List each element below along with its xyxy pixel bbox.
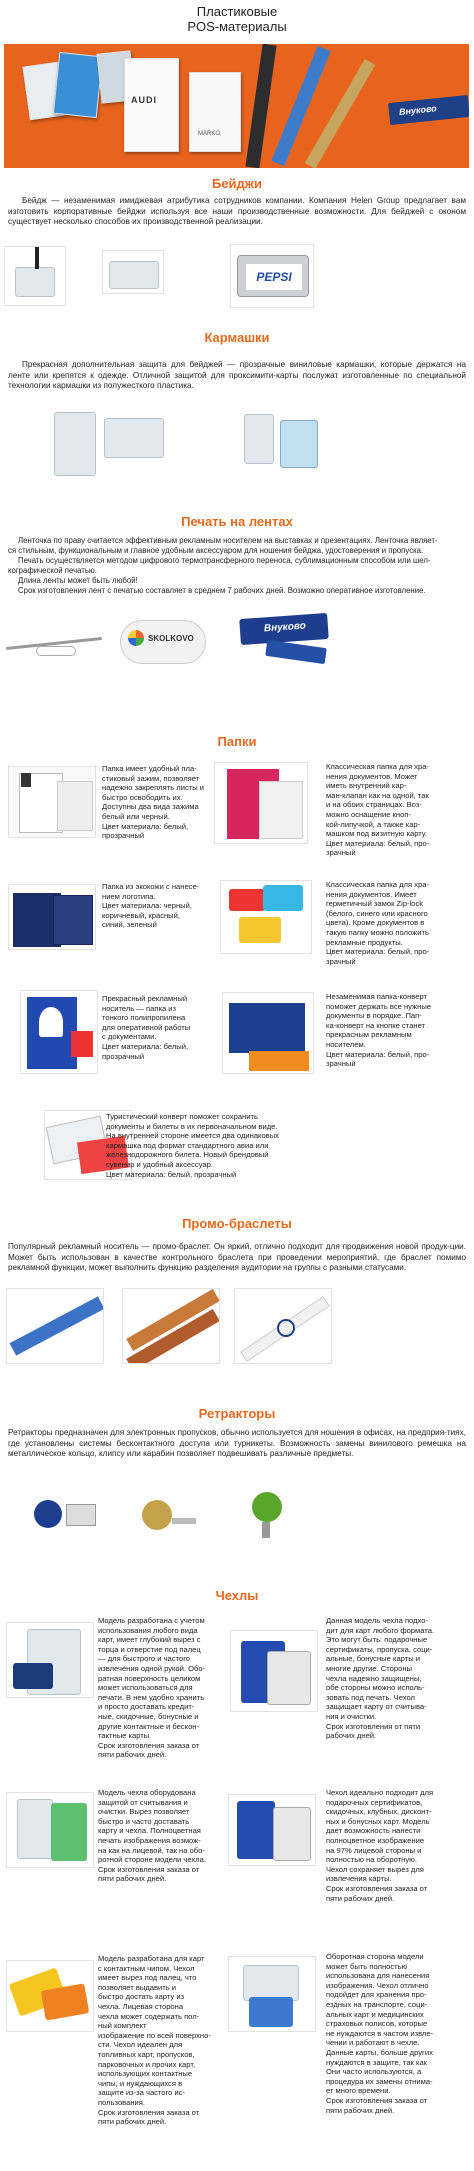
case-desc-4: Чехол идеально подходит для подарочных сертификатов, скидочных, клубных, дисконт- ных и бонусных карт. Модель дает возможность нанести полноцветное изображение на 97% лицевой стороны и полностью на оборотную. Чехол сохраняет вырез для извлечения карты. Срок изготовления заказа от пяти рабочих дней.: [326, 1788, 434, 1903]
hero-vnukovo-ribbon: [388, 95, 469, 125]
hero-marko-text: MARKO: [198, 131, 221, 137]
case-desc-6: Оборотная сторона модели может быть полностью использована для нанесения изображения. Чехол отлично подойдет для хранения про- ездных на транспорте, соци- альных карт и медицинских страховых полисов, которые не нуждаются в частом извле- чении и работают в чехле. Данные карты, больше других нуждаются в защите, так как Они часто используются, а процедура их замены отнима- ет много времени. Срок изготовления заказа от пяти рабочих дней.: [326, 1952, 434, 2115]
folders-heading: Папки: [217, 734, 257, 749]
badges-heading: Бейджи: [211, 176, 263, 191]
ribbons-text: Ленточка по праву считается эффективным рекламным носителем на выставках и презентациях. Ленточка являет- ся стильным, функциональным и главное удобным аксессуаром для ношения бейджа, удостоверения и пропуска. Печать осуществляется методом цифрового термотрансферного переноса, сублимационным способом или шел- кографической печатью. Длина ленты может быть любой! Срок изготовления лент с печатью составляет в среднем 7 рабочих дней. Возможно оперативное изготовление.: [8, 536, 438, 595]
badge-image-pepsi: [230, 244, 314, 308]
badge-image-clip: [102, 250, 164, 294]
case-desc-3: Модель чехла оборудована защитой от считывания и очистки. Вырез позволяет быстро и часто доставать карту и чехла. Полноцветная печать изображения возмож- на как на лицевой, так на обо- ротной стороне модели чехла. Срок изготовления заказа от пяти рабочих дней.: [98, 1788, 206, 1884]
badge-image-lanyard: [4, 246, 66, 306]
folder-image-envelope: [222, 992, 314, 1074]
badges-text: Бейдж — незаменимая имиджевая атрибутика сотрудников компании. Компания Helen Group предлагает вам изготовить корпоративные бейджи используя все наши производственные возможности. Для бейджей с оконом существует несколько способов их производственной реализации.: [8, 196, 466, 226]
bracelet-image-orange: [122, 1288, 220, 1364]
hero-lanyard-dark: [245, 44, 276, 168]
case-image-2: [230, 1630, 318, 1712]
retractors-heading: Ретракторы: [198, 1406, 276, 1421]
folder-image-ecoleather: [8, 884, 96, 950]
bracelets-text: Популярный рекламный носитель — промо-браслет. Он яркий, отлично подходит для продвижения новой продук-ции. Может быть использован в качестве контрольного браслета при проведении мероприятий, где браслет помимо рекламной функции, может выполнить функцию разделения аудитории на группы с разными статусами.: [8, 1242, 466, 1272]
folder-image-clip: [8, 766, 96, 838]
page-title-line1: Пластиковые: [196, 4, 278, 19]
retractor-image-green: [232, 1484, 322, 1546]
folder-image-polypropylene: [20, 990, 98, 1074]
folder-image-ziplock: [220, 880, 312, 954]
bracelet-image-blue: [6, 1288, 104, 1364]
ribbon-image-skolkovo: [116, 606, 212, 670]
page-title-line2: POS-материалы: [187, 19, 287, 34]
folder-desc-1: Папка имеет удобный пла- стиковый зажим, позволяет надежно закреплять листы и быстро освободить их. Доступны два вида зажима белый или черный. Цвет материала: белый, прозрачный: [102, 764, 205, 841]
folder-desc-4: Классическая папка для хра- нения документов. Имеет герметичный замок Zip-lock (белого, синего или красного цвета). Кроме документов в такую папку можно положить рекламные продукты. Цвет материала: белый, про- зрачный: [326, 880, 430, 966]
ribbons-heading: Печать на лентах: [181, 514, 293, 529]
case-image-1: [6, 1622, 94, 1698]
folder-desc-3: Папка из экокожи с нанесе- нием логотипа. Цвет материала: черный, коричневый, красный, синий, зеленый: [102, 882, 200, 930]
pockets-image-vinyl: [52, 412, 168, 480]
case-desc-5: Модель разработана для карт с контактным чипом. Чехол имеет вырез под палец, что позволяет выдавить и быстро достать карту из чехла. Лицевая сторона чехла может содержать пол- ный комплект изображение по всей поверхно- сти. Чехол идеален для топливных карт, пропусков, парковочных и прочих карт, использующих контактные чипы, и нуждающихся в защите из-за частого ис- пользования. Срок изготовления заказа от пяти рабочих дней.: [98, 1954, 211, 2127]
case-image-5: [6, 1960, 94, 2032]
case-desc-1: Модель разработана с учетом использования любого вида карт, имеет глубокий вырез с торца и отверстие под палец — для быстрого и частого извлечения одной рукой. Обо- ратная поверхность целиком может использоваться для печати. В нем удобно хранить и просто доставать кредит- ные, скидочные, бонусные и другие контактные и бескон- тактные карты Срок изготовления заказа от пяти рабочих дней.: [98, 1616, 206, 1760]
hero-vnukovo-text: Внуково: [398, 103, 438, 118]
folder-desc-2: Классическая папка для хра- нения документов. Может иметь внутренний кар- ман-клапан как на одной, так и на обоих страницах. Воз- можно оснащение кноп- кой-липучкой, а также кар- машком под визитную карту. Цвет материала: белый, про- зрачный: [326, 762, 430, 858]
folder-desc-6: Незаменимая папка-конверт поможет держать все нужные документы в порядке. Пап- ка-конверт на кнопке станет прекрасным рекламным носителем. Цвет материала: белый, про- зрачный: [326, 992, 431, 1069]
case-desc-2: Данная модель чехла подхо- дит для карт любого формата. Это могут быть: подарочные сертификаты, пропуска, соци- альные, бонусные карты и многие другие. Стороны чехла надежно защищены, обе стороны можно исполь- зовать под печать. Чехол защищает карту от считыва- ния и очистки. Срок изготовления от пяти рабочих дней.: [326, 1616, 435, 1741]
hero-blue-card: [53, 52, 103, 118]
ribbon-vnukovo-text: Внуково: [263, 620, 307, 635]
retractor-image-gold: [122, 1488, 212, 1546]
folder-desc-5: Прекрасный рекламный носитель — папка из тонкого полипропилена для оперативной работы с документами. Цвет материала: белый, прозрачный: [102, 994, 191, 1061]
case-image-4: [228, 1794, 316, 1866]
bracelets-heading: Промо-браслеты: [182, 1216, 292, 1231]
pepsi-text: PEPSI: [246, 264, 302, 290]
ribbon-image-vnukovo: [236, 606, 332, 668]
case-image-3: [6, 1792, 94, 1868]
hero-audi-folder: [124, 58, 179, 152]
hero-marko-folder: [189, 72, 241, 152]
hero-audi-text: AUDI: [131, 95, 157, 105]
skolkovo-text: SKOLKOVO: [148, 634, 194, 643]
retractor-image-blue: [24, 1488, 114, 1546]
bracelet-image-white: [234, 1288, 332, 1364]
hero-banner: [4, 44, 469, 168]
ribbon-image-thin: [6, 612, 102, 666]
pockets-image-rigid: [240, 410, 322, 480]
retractors-text: Ретракторы предназначен для электронных пропусков, обычно используется для ношения в офисах, на предприя-тиях, где установлены системы бесконтактного доступа или турникеты. Возможность замены винилового ремешка на металлическое кольцо, клипсу или карабин позволяет подвешивать различные предметы.: [8, 1428, 466, 1458]
folder-desc-7: Туристический конверт поможет сохранить документы и билеты в их первоначальном виде. На внутренней стороне имеется два одинаковых кармашка под формат стандартного авиа или железнодорожного билета. Новый брендовый сувенир и удобный аксессуар. Цвет материала: белый, прозрачный: [106, 1112, 279, 1179]
pockets-heading: Кармашки: [204, 330, 270, 345]
folder-image-classic: [214, 762, 308, 844]
case-image-6: [228, 1956, 316, 2032]
cases-heading: Чехлы: [215, 1588, 259, 1603]
pockets-text: Прекрасная дополнительная защита для бейджей — прозрачные виниловые кармашки, которые держатся на ленте или крепятся к одежде. Отличной защитой для проксимити-карты послужат изготовленные по специальной технологии кармашки из полужесткого пластика.: [8, 360, 466, 390]
